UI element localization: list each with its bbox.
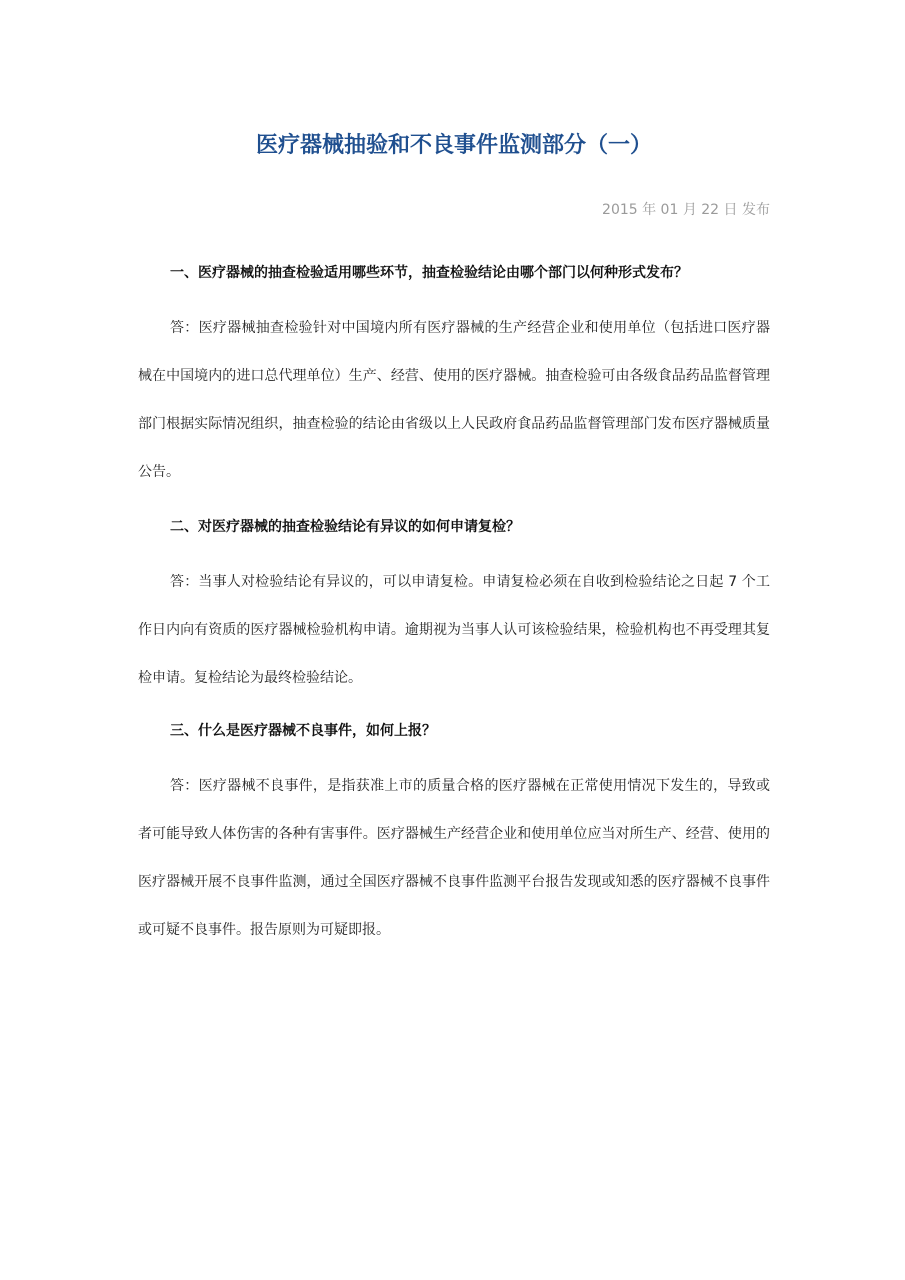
publish-date: 2015 年 01 月 22 日 发布 <box>602 202 770 218</box>
answer-paragraph-1: 答：医疗器械抽查检验针对中国境内所有医疗器械的生产经营企业和使用单位（包括进口医疗器械在中国境内的进口总代理单位）生产、经营、使用的医疗器械。抽查检验可由各级食品药品监督管理部门根据实际情况组织，抽查检验的结论由省级以上人民政府食品药品监督管理部门发布医疗器械质量公告。 <box>138 320 770 480</box>
question-heading-2: 二、对医疗器械的抽查检验结论有异议的如何申请复检？ <box>170 519 520 535</box>
question-heading-1: 一、医疗器械的抽查检验适用哪些环节，抽查检验结论由哪个部门以何种形式发布？ <box>170 265 688 281</box>
answer-paragraph-2: 答：当事人对检验结论有异议的，可以申请复检。申请复检必须在自收到检验结论之日起 7 个工作日内向有资质的医疗器械检验机构申请。逾期视为当事人认可该检验结果，检验机构也不再受理其复检申请。复检结论为最终检验结论。 <box>138 574 770 686</box>
answer-paragraph-3: 答：医疗器械不良事件，是指获准上市的质量合格的医疗器械在正常使用情况下发生的，导致或者可能导致人体伤害的各种有害事件。医疗器械生产经营企业和使用单位应当对所生产、经营、使用的医疗器械开展不良事件监测，通过全国医疗器械不良事件监测平台报告发现或知悉的医疗器械不良事件或可疑不良事件。报告原则为可疑即报。 <box>138 778 770 938</box>
qa-section-3 <box>138 720 770 954</box>
question-heading-3: 三、什么是医疗器械不良事件，如何上报？ <box>170 723 436 739</box>
qa-section-2 <box>138 516 770 702</box>
qa-section-1 <box>138 262 770 496</box>
page-title: 医疗器械抽验和不良事件监测部分（一） <box>255 133 652 158</box>
